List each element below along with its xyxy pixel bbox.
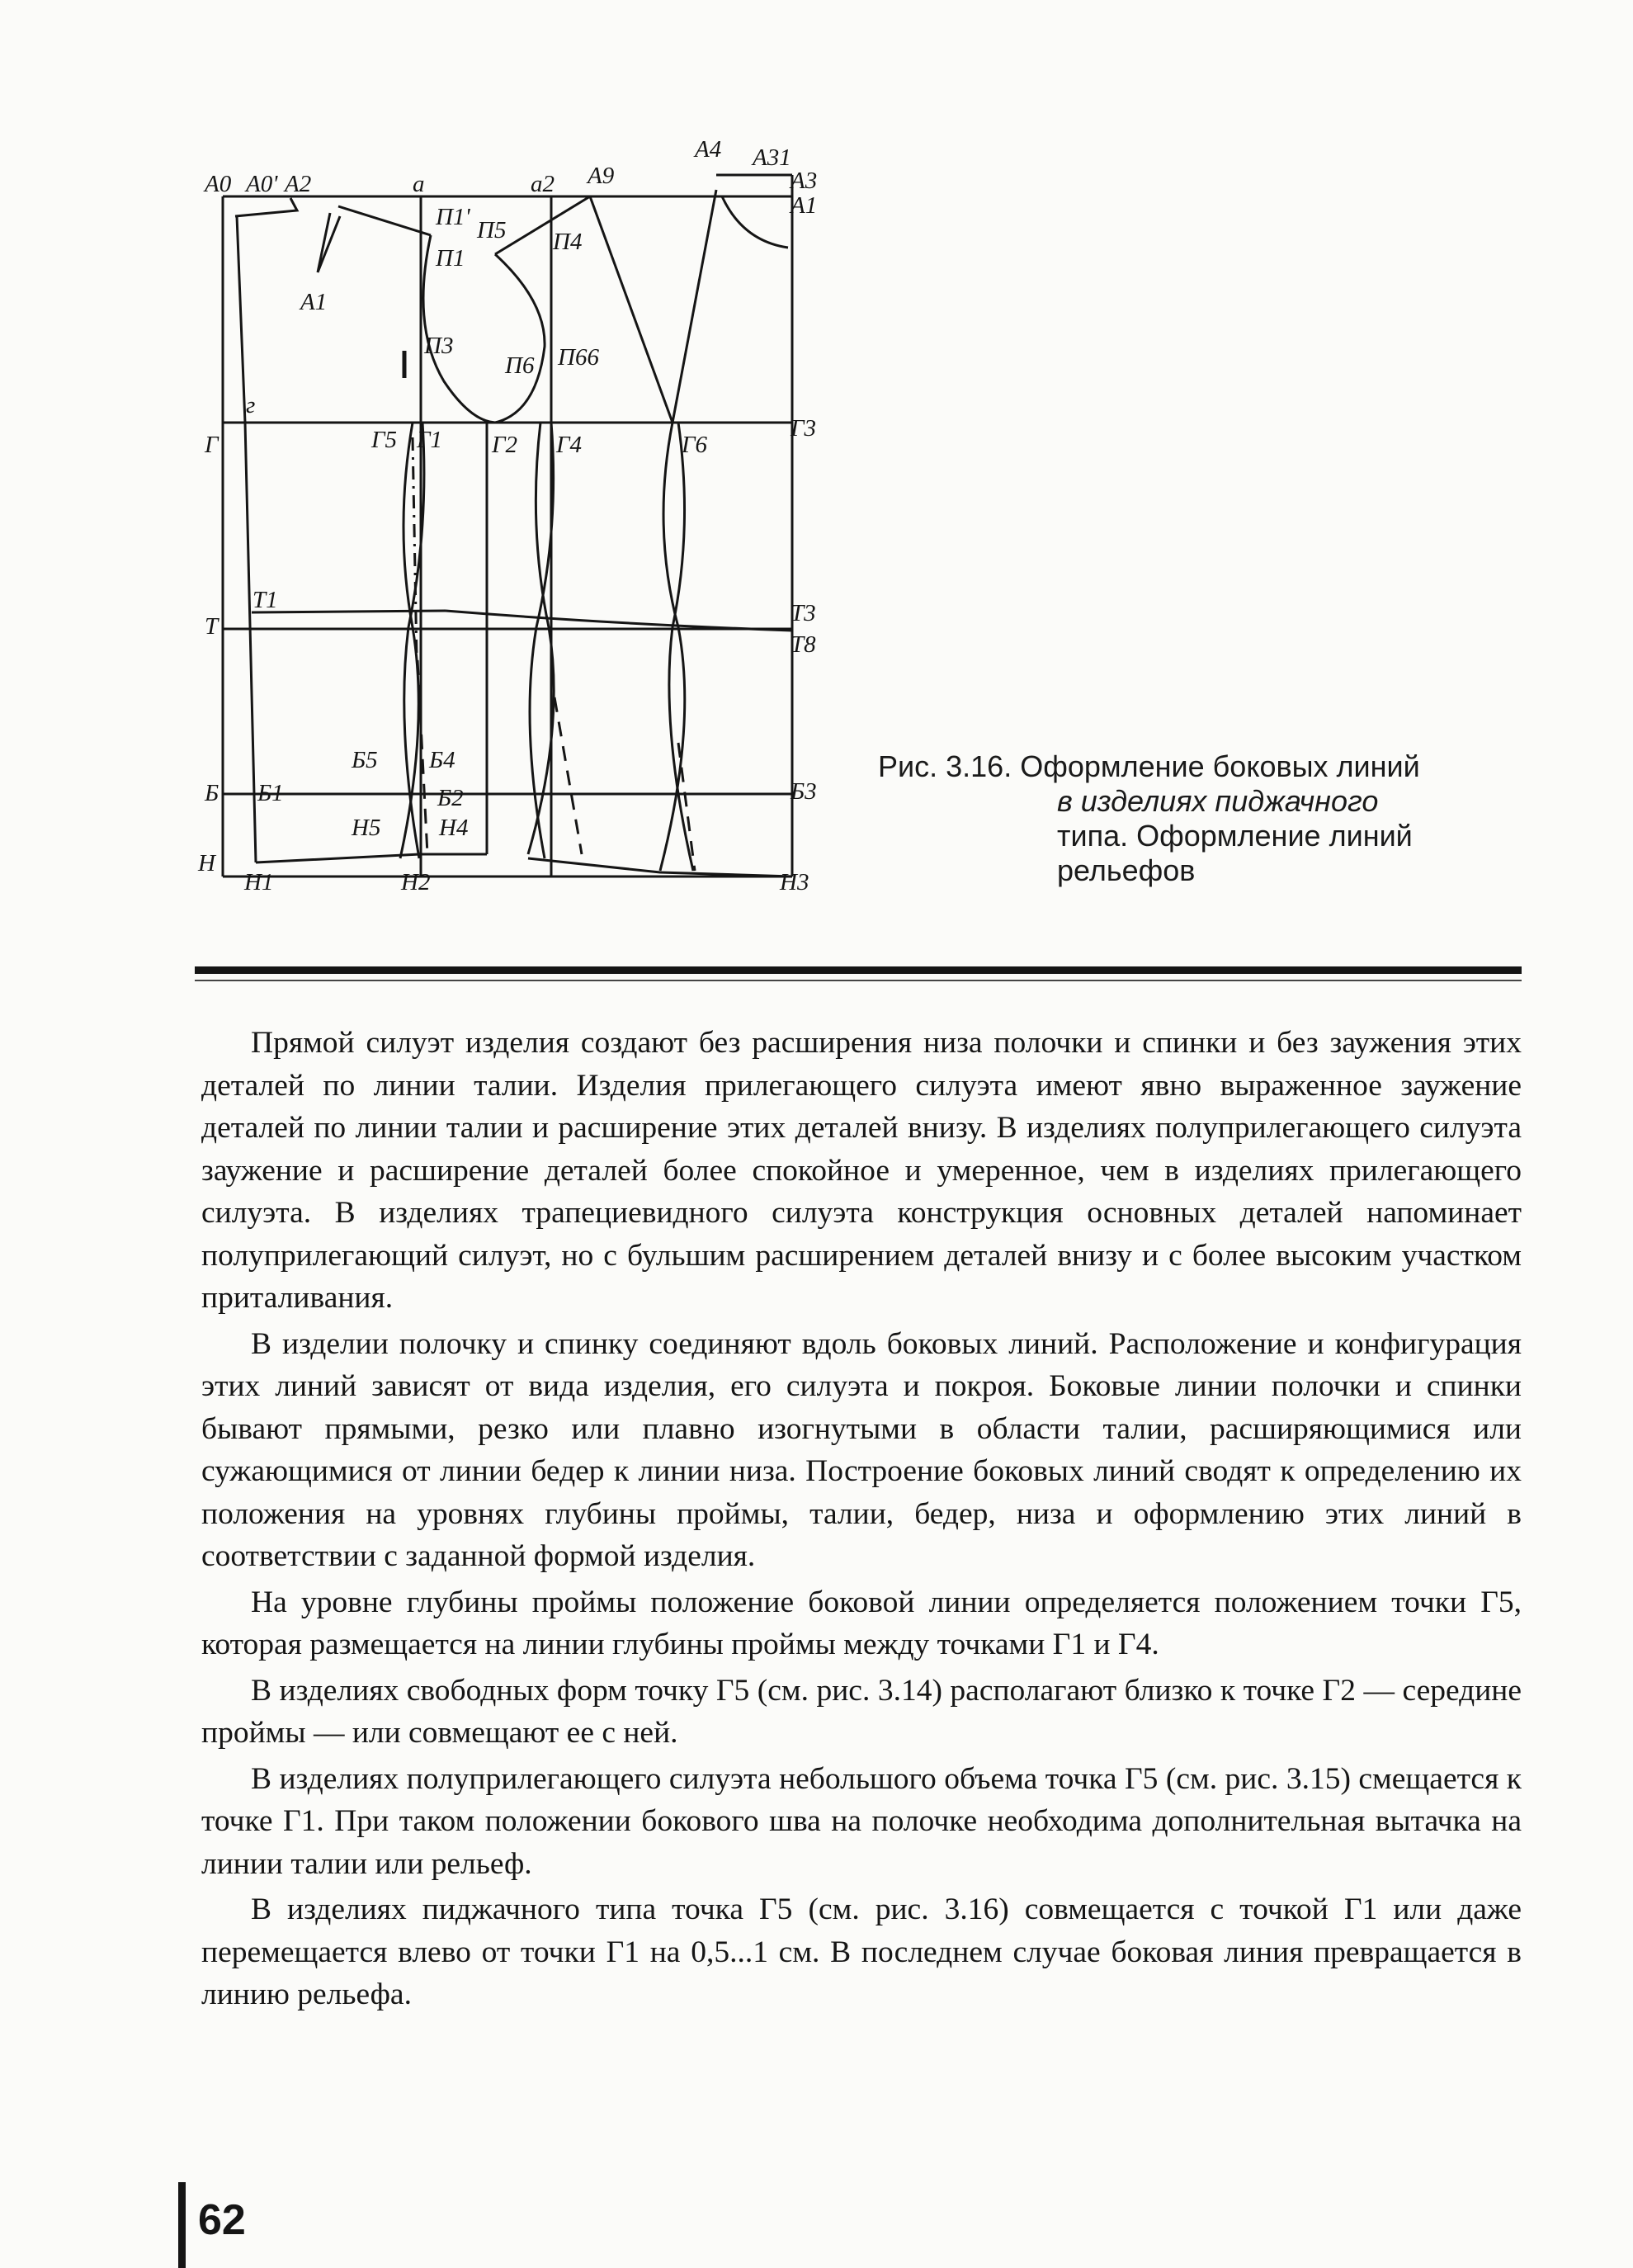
label-a0-prime: A0'	[246, 171, 278, 197]
page-number: 62	[198, 2196, 246, 2244]
page-number-bar	[178, 2182, 186, 2268]
paragraph-free-forms: В изделиях свободных форм точку Г5 (см. рис. 3.14) располагают близко к точке Г2 — середине проймы — или совмещают ее с ней.	[201, 1673, 1522, 1750]
label-a1-right: A1	[791, 192, 818, 219]
label-p5: П5	[477, 217, 507, 243]
label-t: Т	[205, 613, 219, 640]
label-b2: Б2	[437, 785, 464, 811]
back-center-line	[237, 216, 256, 862]
front-side-seam	[528, 423, 554, 854]
label-a2-lower: a2	[531, 171, 555, 197]
label-b: Б	[205, 780, 219, 806]
shoulder-dart	[318, 213, 340, 272]
caption-line-3: типа. Оформление линий	[1057, 819, 1413, 853]
figure-caption	[878, 749, 1538, 888]
back-shoulder	[338, 206, 431, 235]
paragraph-semi-fitted: В изделиях полуприлегающего силуэта небольшого объема точка Г5 (см. рис. 3.15) смещается к точке Г1. При таком положении бокового шва на полочке необходима дополнительная вытачка на линии талии или рельеф.	[201, 1761, 1522, 1881]
label-p1-prime: П1'	[436, 204, 470, 230]
label-h1: Н1	[244, 869, 274, 895]
front-dart-right	[673, 190, 716, 423]
label-a4: A4	[695, 136, 722, 163]
label-g: Г	[205, 432, 219, 458]
front-armhole	[495, 254, 545, 423]
label-g5: Г5	[371, 427, 397, 453]
label-g6: Г6	[682, 432, 707, 458]
label-a: a	[413, 171, 425, 197]
label-h5: Н5	[352, 815, 381, 841]
back-neck	[235, 198, 297, 216]
label-p6: П6	[505, 352, 535, 379]
label-a3: A3	[791, 168, 818, 194]
dashed-line-left	[418, 660, 427, 854]
label-p3: П3	[424, 333, 454, 359]
back-hem	[256, 854, 487, 862]
label-t3: Т3	[791, 600, 816, 626]
paragraph-jacket-type: В изделиях пиджачного типа точка Г5 (см. рис. 3.16) совмещается с точкой Г1 или даже перемещается влево от точки Г1 на 0,5...1 см. В последнем случае боковая линия превращается в линию рельефа.	[201, 1892, 1522, 2011]
label-a1-left: A1	[300, 289, 328, 315]
label-h2: Н2	[401, 869, 431, 895]
paragraph-armhole-level: На уровне глубины проймы положение боковой линии определяется положением точки Г5, которая размещается на линии глубины проймы между точками Г1 и Г4.	[201, 1585, 1522, 1661]
label-b5: Б5	[352, 747, 378, 773]
label-b4: Б4	[429, 747, 455, 773]
waist-curve-right	[446, 611, 792, 631]
label-b3: Б3	[791, 778, 817, 805]
label-g-lower: г	[246, 392, 256, 418]
label-h4: Н4	[439, 815, 469, 841]
label-a2: A2	[285, 171, 312, 197]
label-a9: A9	[588, 163, 615, 189]
label-p66: П66	[558, 344, 599, 371]
label-b1: Б1	[257, 780, 284, 806]
label-a31: A31	[753, 144, 791, 171]
label-h3: Н3	[780, 869, 809, 895]
caption-line-1: Оформление боковых линий	[1020, 749, 1420, 783]
label-g3: Г3	[791, 415, 816, 442]
paragraph-silhouettes: Прямой силуэт изделия создают без расширения низа полочки и спинки и без заужения этих деталей по линии талии. Изделия прилегающего силуэта имеют явно выраженное заужение деталей по линии талии и расширение этих деталей внизу. В изделиях полуприлегающего силуэта заужение и расширение деталей более спокойное и умеренное, чем в изделиях прилегающего силуэта. В изделиях трапециевидного силуэта конструкция основных деталей напоминает полуприлегающий силуэт, но с бульшим расширением деталей внизу и с более высоким участком приталивания.	[201, 1026, 1522, 1315]
label-g1: Г1	[417, 427, 442, 453]
front-dart-left	[590, 196, 673, 423]
caption-number: Рис. 3.16.	[878, 749, 1012, 783]
caption-line-4: рельефов	[1057, 853, 1196, 887]
label-t1: Т1	[253, 587, 278, 613]
label-p1: П1	[436, 245, 465, 272]
label-g2: Г2	[492, 432, 517, 458]
label-p4: П4	[553, 229, 583, 255]
label-t8: Т8	[791, 631, 816, 658]
label-h: Н	[198, 850, 215, 876]
label-g4: Г4	[556, 432, 582, 458]
caption-line-2: в изделиях пиджачного	[1057, 784, 1379, 818]
separator-thin-rule	[195, 980, 1522, 981]
dashed-line-mid	[555, 697, 582, 854]
front-neck	[722, 196, 788, 248]
separator-thick-rule	[195, 966, 1522, 974]
body-text	[201, 1022, 1522, 2016]
label-a0: A0	[205, 171, 232, 197]
paragraph-side-lines: В изделии полочку и спинку соединяют вдоль боковых линий. Расположение и конфигурация этих линий зависят от вида изделия, его силуэта и покроя. Боковые линии полочки и спинки бывают прямыми, резко или плавно изогнутыми в области талии, расширяющимися или сужающимися от линии бедер к линии низа. Построение боковых линий сводят к определению их положения на уровнях глубины проймы, талии, бедер, низа и оформлению этих линий в соответствии с заданной формой изделия.	[201, 1326, 1522, 1573]
